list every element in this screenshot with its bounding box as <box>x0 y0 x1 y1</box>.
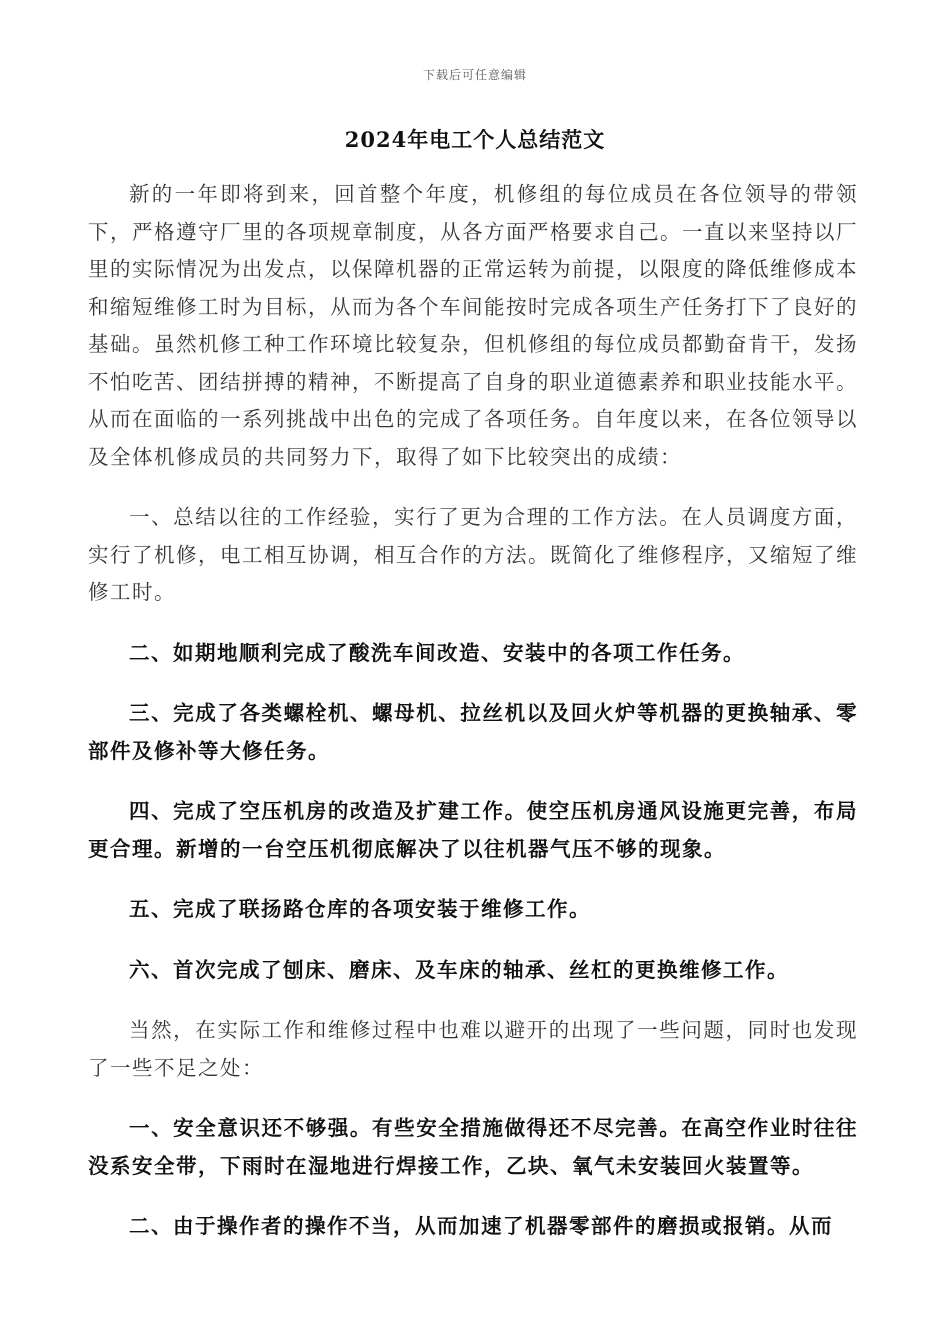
document-body <box>88 176 858 1246</box>
achievement-item-5: 五、完成了联扬路仓库的各项安装于维修工作。 <box>129 897 591 921</box>
achievement-item-6: 六、首次完成了刨床、磨床、及车床的轴承、丝杠的更换维修工作。 <box>129 957 789 982</box>
header-note: 下载后可任意编辑 <box>422 68 527 82</box>
problem-item-1: 一、安全意识还不够强。有些安全措施做得还不尽完善。在高空作业时往往没系安全带，下雨时在湿地进行焊接工作，乙块、氧气未安装回火装置等。 <box>88 1116 858 1178</box>
achievement-item-2: 二、如期地顺利完成了酸洗车间改造、安装中的各项工作任务。 <box>129 640 745 665</box>
problems-intro-paragraph: 当然，在实际工作和维修过程中也难以避开的出现了一些问题，同时也发现了一些不足之处： <box>88 1018 858 1080</box>
achievement-item-1: 一、总结以往的工作经验，实行了更为合理的工作方法。在人员调度方面，实行了机修，电工相互协调，相互合作的方法。既简化了维修程序，又缩短了维修工时。 <box>88 505 858 604</box>
problem-item-2: 二、由于操作者的操作不当，从而加速了机器零部件的磨损或报销。从而 <box>129 1214 833 1238</box>
document-title: 2024年电工个人总结范文 <box>344 127 606 152</box>
achievement-item-4: 四、完成了空压机房的改造及扩建工作。使空压机房通风设施更完善，布局更合理。新增的一台空压机彻底解决了以往机器气压不够的现象。 <box>88 799 858 861</box>
achievement-item-3: 三、完成了各类螺栓机、螺母机、拉丝机以及回火炉等机器的更换轴承、零部件及修补等大修任务。 <box>88 701 858 763</box>
intro-paragraph: 新的一年即将到来，回首整个年度，机修组的每位成员在各位领导的带领下，严格遵守厂里的各项规章制度，从各方面严格要求自己。一直以来坚持以厂里的实际情况为出发点，以保障机器的正常运转为前提，以限度的降低维修成本和缩短维修工时为目标，从而为各个车间能按时完成各项生产任务打下了良好的基础。虽然机修工种工作环境比较复杂，但机修组的每位成员都勤奋肯干，发扬不怕吃苦、团结拼搏的精神，不断提高了自身的职业道德素养和职业技能水平。从而在面临的一系列挑战中出色的完成了各项任务。自年度以来，在各位领导以及全体机修成员的共同努力下，取得了如下比较突出的成绩： <box>88 182 858 469</box>
